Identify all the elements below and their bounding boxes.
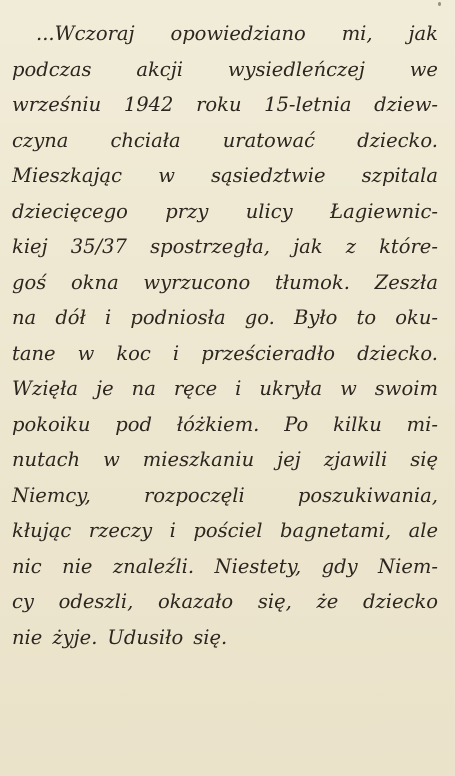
word: kilku <box>333 412 382 436</box>
word: Udusiło <box>107 625 184 649</box>
word: poszukiwania, <box>297 483 438 507</box>
word: rzeczy <box>88 519 153 542</box>
word: chciała <box>110 128 181 152</box>
word: kiej <box>12 235 48 258</box>
text-block <box>12 16 438 655</box>
word: nic <box>12 554 42 578</box>
word: cy <box>12 590 34 613</box>
word: Niestety, <box>214 554 302 578</box>
word: podniosła <box>130 306 226 329</box>
word: żyje. <box>52 625 98 649</box>
word: 35/37 <box>70 235 127 258</box>
word: ukryła <box>259 377 323 400</box>
word: znaleźli. <box>112 554 195 578</box>
word: rozpoczęli <box>144 483 245 507</box>
word: w <box>340 377 357 400</box>
word: jak <box>408 22 438 45</box>
word: 15-letnia <box>264 93 352 116</box>
text-line <box>12 16 438 52</box>
text-line <box>12 549 438 585</box>
word: przy <box>165 199 209 223</box>
word: szpitala <box>361 164 438 187</box>
word: które- <box>379 235 438 258</box>
word: koc <box>116 341 151 365</box>
text-line <box>12 123 438 159</box>
word: na <box>12 306 37 329</box>
word: i <box>235 377 242 400</box>
word: ręce <box>173 377 218 400</box>
text-line <box>12 52 438 88</box>
word: tane <box>12 341 56 365</box>
word: oku- <box>395 306 438 329</box>
word: roku <box>196 93 242 116</box>
word: z <box>345 235 356 258</box>
word: Wzięła <box>12 377 79 400</box>
word: i <box>169 519 176 542</box>
word: okna <box>70 270 119 294</box>
word: jej <box>277 448 301 471</box>
word: uratować <box>222 128 316 152</box>
word: się. <box>193 625 228 649</box>
text-line <box>12 194 438 230</box>
word: podczas <box>12 57 92 81</box>
word: wrześniu <box>12 93 102 116</box>
word: w <box>158 164 175 187</box>
word: 1942 <box>123 93 174 116</box>
text-line <box>12 442 438 478</box>
word: nutach <box>12 448 81 471</box>
word: w <box>103 448 120 471</box>
text-line <box>12 478 438 514</box>
text-line <box>12 513 438 549</box>
word: kłując <box>12 519 72 542</box>
word: pod <box>115 412 152 436</box>
word: Było <box>293 306 338 329</box>
word: Mieszkając <box>12 164 123 187</box>
word: to <box>356 306 377 329</box>
word: goś <box>12 270 47 294</box>
word: się <box>410 448 438 471</box>
text-line <box>12 229 438 265</box>
word: pościel <box>193 519 263 542</box>
word: i <box>105 306 112 329</box>
word: Po <box>284 412 309 436</box>
word: dziecięcego <box>12 199 128 223</box>
word: wysiedleńczej <box>227 57 365 81</box>
word: że <box>316 590 339 613</box>
word: prześcieradło <box>201 341 336 365</box>
word: dziecko. <box>357 341 438 365</box>
word: gdy <box>321 554 358 578</box>
word: w <box>77 341 95 365</box>
text-line <box>12 300 438 336</box>
word: dół <box>55 306 86 329</box>
text-line <box>12 158 438 194</box>
paper-speck <box>438 2 441 6</box>
word: łóżkiem. <box>176 412 260 436</box>
word: na <box>131 377 156 400</box>
word: Łagiewnic- <box>330 199 438 223</box>
word: odeszli, <box>58 590 134 613</box>
text-line <box>12 336 438 372</box>
word: spostrzegła, <box>150 235 270 258</box>
word: opowiedziano <box>170 22 306 45</box>
word: Niem- <box>378 554 438 578</box>
word: jak <box>293 235 323 258</box>
word: swoim <box>374 377 438 400</box>
word: pokoiku <box>12 412 91 436</box>
text-line <box>12 620 438 656</box>
word: wyrzucono <box>143 270 251 294</box>
text-line <box>12 265 438 301</box>
word: Niemcy, <box>12 483 91 507</box>
word: dziew- <box>374 93 438 116</box>
word: ale <box>408 519 438 542</box>
word: czyna <box>12 128 69 152</box>
word: ...Wczoraj <box>36 22 135 45</box>
word: nie <box>12 625 43 649</box>
word: Zeszła <box>374 270 438 294</box>
word: i <box>172 341 180 365</box>
word: mieszkaniu <box>142 448 255 471</box>
word: mi, <box>341 22 373 45</box>
text-line <box>12 407 438 443</box>
word: dziecko <box>362 590 438 613</box>
word: nie <box>62 554 93 578</box>
word: dziecko. <box>357 128 438 152</box>
word: bagnetami, <box>280 519 392 542</box>
word: zjawili <box>323 448 388 471</box>
word: akcji <box>136 57 184 81</box>
word: mi- <box>406 412 438 436</box>
word: okazało <box>158 590 234 613</box>
text-line <box>12 87 438 123</box>
word: tłumok. <box>274 270 350 294</box>
word: je <box>96 377 114 400</box>
word: we <box>409 57 438 81</box>
word: ulicy <box>245 199 293 223</box>
text-line <box>12 584 438 620</box>
word: się, <box>257 590 292 613</box>
word: sąsiedztwie <box>211 164 326 187</box>
word: go. <box>244 306 275 329</box>
text-line <box>12 371 438 407</box>
